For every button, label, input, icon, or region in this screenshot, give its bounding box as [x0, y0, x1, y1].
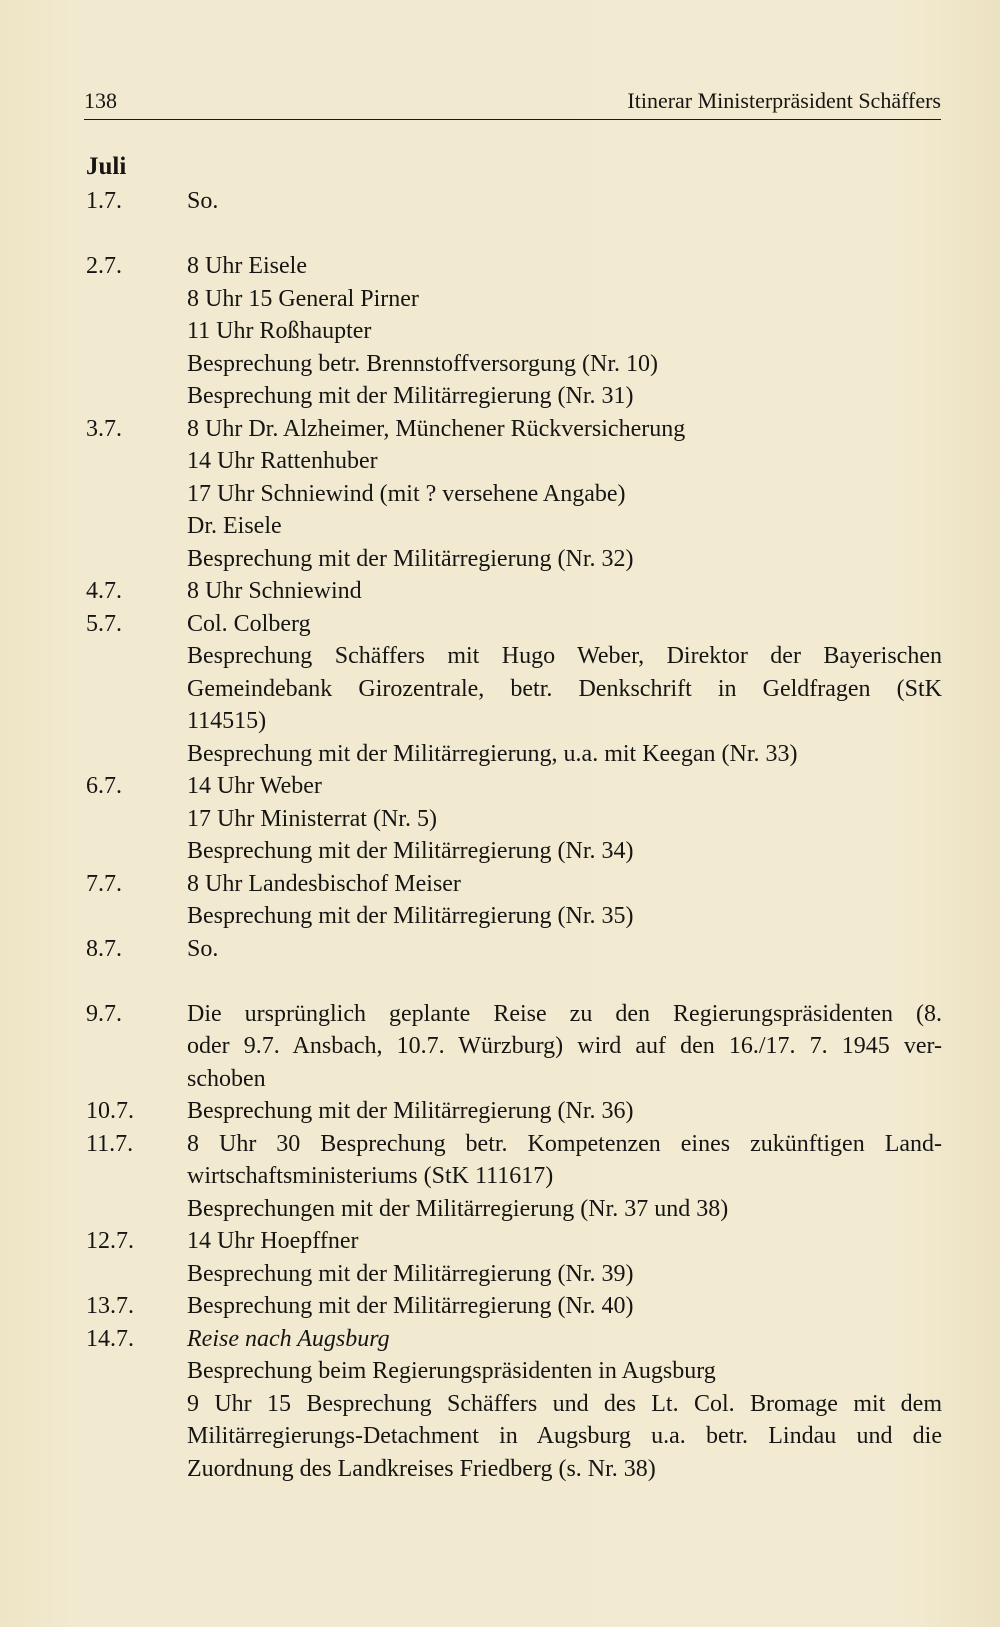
entry-line: oder 9.7. Ansbach, 10.7. Würzburg) wird auf den 16./17. 7. 1945 ver- — [187, 1033, 942, 1059]
entry-line: 11 Uhr Roßhaupter — [187, 318, 372, 344]
entry-date: 12.7. — [86, 1228, 134, 1254]
entry-line: So. — [187, 935, 219, 962]
entry-line: Besprechung mit der Militärregierung (Nr. 34) — [187, 838, 634, 864]
entry-line: Besprechung mit der Militärregierung (Nr. 35) — [187, 903, 634, 929]
entry-date: 10.7. — [86, 1098, 134, 1124]
entry-line: Besprechung mit der Militärregierung (Nr. 31) — [187, 383, 634, 409]
entry-date: 11.7. — [86, 1130, 134, 1157]
entry-date: 8.7. — [86, 935, 122, 962]
entry-date: 2.7. — [86, 253, 122, 279]
entry-line: Besprechung mit der Militärregierung (Nr. 36) — [187, 1098, 634, 1124]
entry-date: 6.7. — [86, 773, 122, 799]
entry-line: Besprechung betr. Brennstoffversorgung (Nr. 10) — [187, 350, 659, 377]
itinerary-entry — [86, 933, 942, 966]
itinerary-entry — [86, 770, 942, 868]
entry-line: 8 Uhr Landesbischof Meiser — [187, 870, 461, 897]
itinerary-entry — [86, 1323, 942, 1486]
entry-line: 14 Uhr Hoepffner — [187, 1228, 359, 1254]
page-header — [84, 84, 941, 118]
entry-line: Besprechung mit der Militärregierung (Nr. 32) — [187, 545, 634, 572]
itinerary-entry — [86, 413, 942, 576]
itinerary-entry — [86, 1095, 942, 1128]
itinerary-entry — [86, 185, 942, 218]
entry-line: Zuordnung des Landkreises Friedberg (s. Nr. 38) — [187, 1455, 656, 1482]
itinerary-entry — [86, 1128, 942, 1226]
entry-line: Besprechung mit der Militärregierung (Nr. 40) — [187, 1293, 634, 1319]
entry-line: 8 Uhr 30 Besprechung betr. Kompetenzen eines zukünftigen Land- — [187, 1130, 942, 1157]
header-rule — [84, 119, 941, 120]
entry-line: 8 Uhr Eisele — [187, 253, 307, 279]
entry-date: 7.7. — [86, 870, 122, 897]
entry-date: 13.7. — [86, 1293, 134, 1319]
itinerary-entry — [86, 1225, 942, 1290]
entry-date: 9.7. — [86, 1000, 122, 1027]
itinerary-entry — [86, 868, 942, 933]
entry-line: 14 Uhr Weber — [187, 773, 322, 799]
entry-line: Die ursprünglich geplante Reise zu den Regierungspräsidenten (8. — [187, 1000, 942, 1027]
entry-line: So. — [187, 188, 219, 214]
entry-line: Militärregierungs-Detachment in Augsburg u.a. betr. Lindau und die — [187, 1423, 942, 1449]
entry-line: Reise nach Augsburg — [187, 1325, 390, 1352]
entry-date: 5.7. — [86, 610, 122, 637]
itinerary-entry — [86, 1290, 942, 1323]
entry-line: Dr. Eisele — [187, 513, 282, 539]
itinerary-list — [86, 185, 942, 1485]
page-number: 138 — [84, 88, 117, 113]
running-title: Itinerar Ministerpräsident Schäffers — [627, 88, 941, 113]
entry-line: 17 Uhr Ministerrat (Nr. 5) — [187, 805, 437, 832]
entry-line: Besprechung mit der Militärregierung, u.a. mit Keegan (Nr. 33) — [187, 740, 798, 767]
itinerary-entry — [86, 608, 942, 771]
entry-line: Col. Colberg — [187, 610, 311, 637]
entry-line: 114515) — [187, 708, 267, 734]
entry-line: 9 Uhr 15 Besprechung Schäffers und des Lt. Col. Bromage mit dem — [187, 1390, 942, 1417]
entry-date: 4.7. — [86, 578, 122, 604]
itinerary-entry — [86, 575, 942, 608]
entry-line: 17 Uhr Schniewind (mit ? versehene Angabe) — [187, 480, 626, 507]
entry-line: Besprechung mit der Militärregierung (Nr. 39) — [187, 1260, 634, 1287]
entry-line: 14 Uhr Rattenhuber — [187, 448, 378, 474]
entry-line: Gemeindebank Girozentrale, betr. Denkschrift in Geldfragen (StK — [187, 675, 942, 702]
entry-line: 8 Uhr 15 General Pirner — [187, 285, 419, 312]
entry-line: Besprechungen mit der Militärregierung (Nr. 37 und 38) — [187, 1195, 729, 1222]
entry-date: 3.7. — [86, 415, 122, 442]
entry-date: 14.7. — [86, 1325, 134, 1352]
entry-line: Besprechung beim Regierungspräsidenten in Augsburg — [187, 1358, 716, 1384]
entry-line: wirtschaftsministeriums (StK 111617) — [187, 1163, 554, 1189]
itinerary-entry — [86, 998, 942, 1096]
entry-date: 1.7. — [86, 188, 122, 214]
entry-line: schoben — [187, 1065, 266, 1092]
entry-line: Besprechung Schäffers mit Hugo Weber, Direktor der Bayerischen — [187, 643, 942, 669]
entry-line: 8 Uhr Dr. Alzheimer, Münchener Rückversicherung — [187, 415, 686, 442]
itinerary-entry — [86, 250, 942, 413]
month-heading: Juli — [86, 153, 127, 180]
entry-line: 8 Uhr Schniewind — [187, 578, 362, 604]
